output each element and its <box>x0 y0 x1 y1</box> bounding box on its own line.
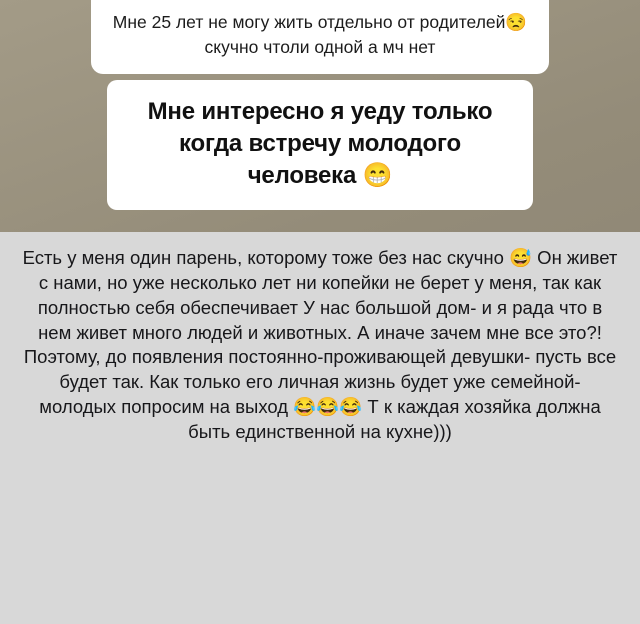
reply-headline-card <box>107 80 533 210</box>
answer-block-text: Есть у меня один парень, которому тоже без нас скучно 😅 Он живет с нами, но уже несколько лет ни копейки не берет у меня, так как полностью себя обеспечивает У нас большой дом- и я рада что в нем живет много людей и животных. А иначе зачем мне все это?! Поэтому, до появления постоянно-проживающей девушки- пусть все будет так. Как только его личная жизнь будет уже семейной- молодых попросим на выход 😂😂😂 Т к каждая хозяйка должна быть единственной на кухне))) <box>22 247 618 442</box>
quoted-message-card <box>91 0 549 74</box>
reply-headline-text: Мне интересно я уеду только когда встречу молодого человека 😁 <box>147 97 493 189</box>
quoted-message-text: Мне 25 лет не могу жить отдельно от родителей😒 скучно чтоли одной а мч нет <box>112 12 528 57</box>
answer-block-card <box>0 232 640 624</box>
